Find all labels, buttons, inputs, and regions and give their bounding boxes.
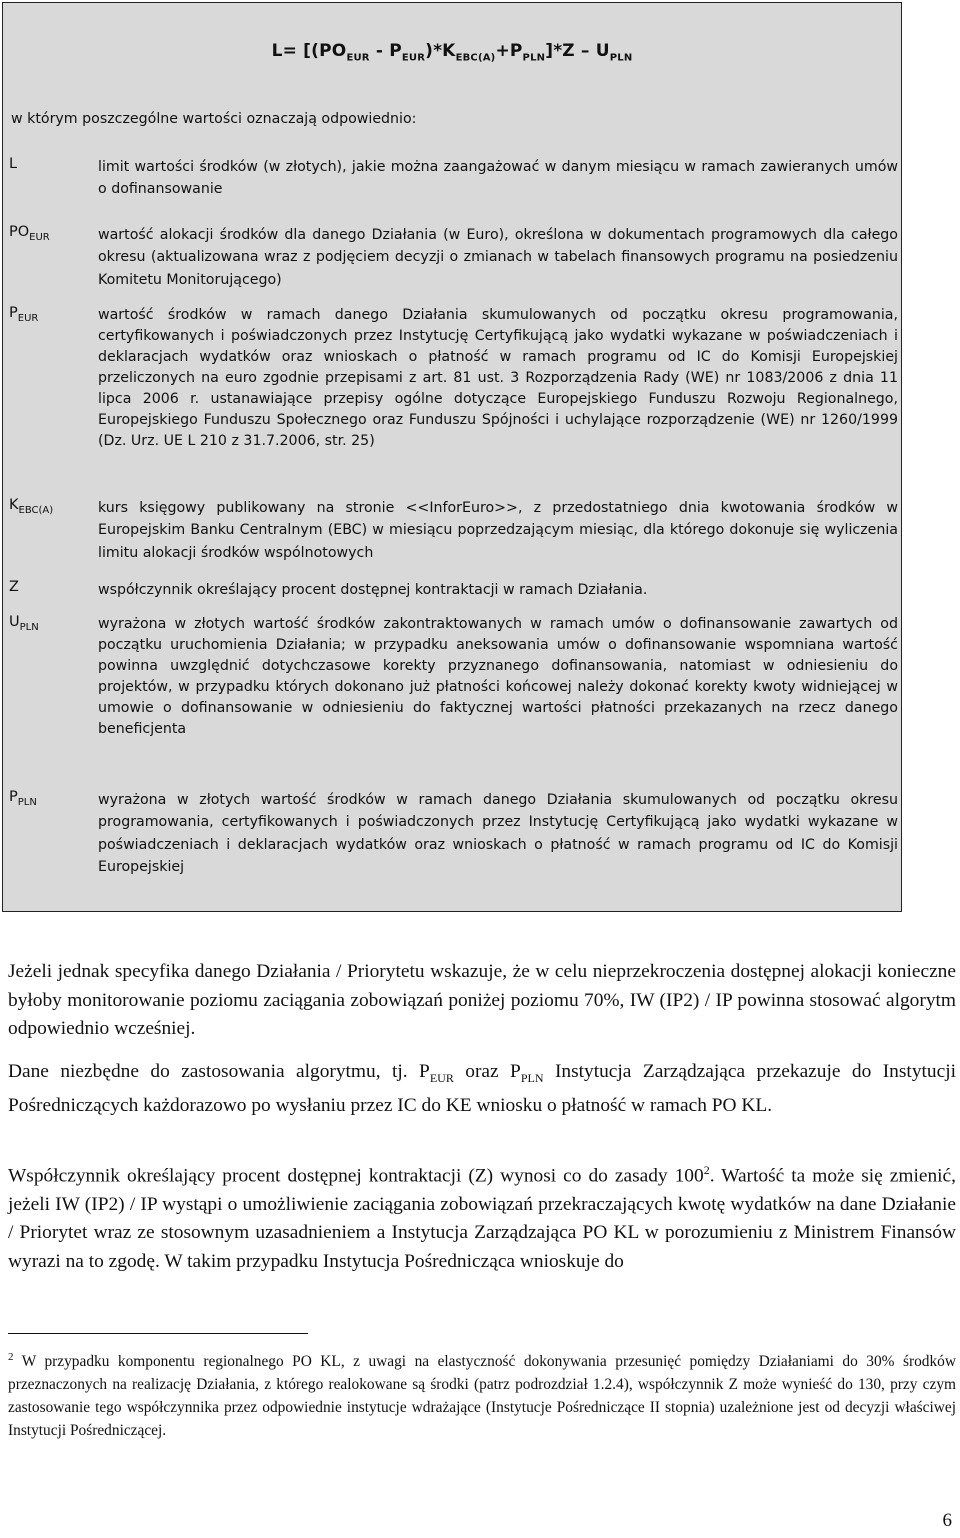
- symbol: Z: [9, 579, 19, 595]
- formula: $L= [(PO_{EUR} - P_{EUR})*K_{EBC(A)}+P_{PLN}]*Z - U_{PLN}$: [271, 41, 633, 64]
- paragraph-3: Współczynnik określający procent dostępnej kontraktacji (Z) wynosi co do zasady $100^2$. Wartość ta może się zmienić, jeżeli IW (IP2) / IP wystąpi o umożliwienie zaciągania zobowiązań przekraczających kwotę wydatków na dane Działanie / Priorytet wraz ze stosownym uzasadnieniem a Instytucja Zarządzająca PO KL w porozumieniu z Ministrem Finansów wyrazi na to zgodę. W takim przypadku Instytucja Pośrednicząca wnioskuje do: [8, 1163, 957, 1272]
- symbol: L: [9, 156, 18, 172]
- definition-text: wyrażona w złotych wartość środków zakontraktowanych w ramach umów o dofinansowanie zawartych od początku uruchomienia Działania; w przypadku aneksowania umów o dofinansowanie wspomniana wartość powinna uwzględnić dotychczasowe korekty przyznanego dofinansowania, natomiast w odniesieniu do projektów, w przypadku których dokonano już płatności końcowej należy dokonać korekty kwoty widniejącej w umowie o dofinansowanie w odniesieniu do faktycznej wartości płatności przekazanych na rzecz danego beneficjenta: [98, 616, 898, 737]
- footnote-separator: [8, 1333, 308, 1334]
- symbol: $PO_{EUR}$: [9, 224, 50, 243]
- paragraph-2: Dane niezbędne do zastosowania algorytmu, tj. $P_{EUR}$ oraz $P_{PLN}$ Instytucja Zarządzająca przekazuje do Instytucji Pośredniczących każdorazowo po wysłaniu przez IC do KE wniosku o płatność w ramach PO KL.: [8, 1061, 956, 1117]
- definitions-intro: w którym poszczególne wartości oznaczają odpowiednio:: [11, 111, 417, 127]
- definition-text: wartość alokacji środków dla danego Działania (w Euro), określona w dokumentach programowych dla całego okresu (aktualizowana wraz z podjęciem decyzji o zmianach w tabelach finansowych programu na posiedzeniu Komitetu Monitorującego): [98, 227, 898, 288]
- definition-text: współczynnik określający procent dostępnej kontraktacji w ramach Działania.: [98, 582, 648, 598]
- symbol: $P_{PLN}$: [9, 789, 37, 808]
- symbol: $K_{EBC(A)}$: [9, 497, 54, 516]
- paragraph-1: Jeżeli jednak specyfika danego Działania / Priorytetu wskazuje, że w celu nieprzekroczenia dostępnej alokacji konieczne byłoby monitorowanie poziomu zaciągania zobowiązań poniżej poziomu 70%, IW (IP2) / IP powinna stosować algorytm odpowiednio wcześniej.: [8, 961, 956, 1039]
- symbol: $P_{EUR}$: [9, 305, 39, 324]
- symbol: $U_{PLN}$: [9, 614, 39, 633]
- definition-text: limit wartości środków (w złotych), jakie można zaangażować w danym miesiącu w ramach zawieranych umów o dofinansowanie: [98, 159, 898, 198]
- footnote: $^2$ W przypadku komponentu regionalnego PO KL, z uwagi na elastyczność dokonywania przesunięć pomiędzy Działaniami do 30% środków przeznaczonych na realizację Działania, z którego realokowane są środki (patrz podrozdział 1.2.4), współczynnik Z może wynieść do 130, przy czym zastosowanie tego współczynnika przez odpowiednie instytucje wdrażające (Instytucje Pośredniczące II stopnia) uzależnione jest od decyzji właściwej Instytucji Pośredniczącej.: [8, 1351, 956, 1439]
- definition-text: wyrażona w złotych wartość środków w ramach danego Działania skumulowanych od początku okresu programowania, certyfikowanych i poświadczonych przez Instytucję Certyfikującą jako wydatki wykazane w poświadczeniach i deklaracjach wydatków oraz wnioskach o płatność w ramach programu od IC do Komisji Europejskiej: [98, 792, 898, 876]
- page-number: 6: [942, 1510, 952, 1531]
- definition-text: kurs księgowy publikowany na stronie <<InforEuro>>, z przedostatniego dnia kwotowania środków w Europejskim Banku Centralnym (EBC) w miesiącu poprzedzającym miesiąc, dla którego dokonuje się wyliczenia limitu alokacji środków wspólnotowych: [98, 500, 898, 561]
- definition-text: wartość środków w ramach danego Działania skumulowanych od początku okresu programowania, certyfikowanych i poświadczonych przez Instytucję Certyfikującą jako wydatki wykazane w poświadczeniach i deklaracjach wydatków oraz wnioskach o płatność w ramach programu od IC do Komisji Europejskiej przeliczonych na euro zgodnie przepisami z art. 81 ust. 3 Rozporządzenia Rady (WE) nr 1083/2006 z dnia 11 lipca 2006 r. ustanawiające przepisy ogólne dotyczące Europejskiego Funduszu Rozwoju Regionalnego, Europejskiego Funduszu Społecznego oraz Funduszu Spójności i uchylające rozporządzenie (WE) nr 1260/1999 (Dz. Urz. UE L 210 z 31.7.2006, str. 25): [98, 307, 898, 449]
- formula-box: [2, 2, 902, 912]
